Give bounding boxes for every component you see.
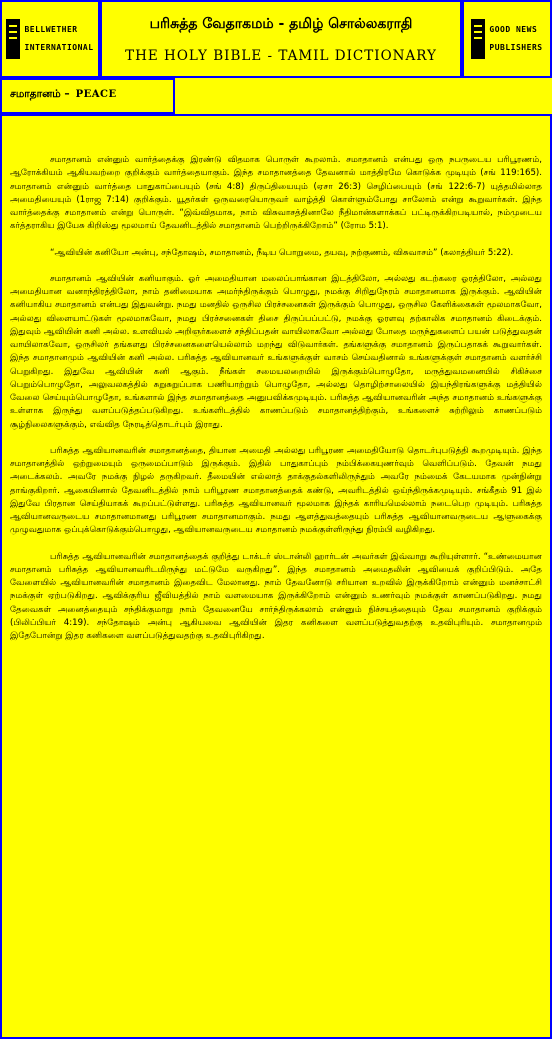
- logo-left-line2: INTERNATIONAL: [24, 43, 94, 52]
- logo-right-line2: PUBLISHERS: [489, 43, 543, 52]
- book-icon: [471, 19, 485, 59]
- good-news-logo: [464, 2, 550, 76]
- paragraph: சமாதானம் ஆவியின் கனியாகும். ஓர் அமைதியான மலைப்பாங்கான இடத்திலோ, அல்லது கடற்கரை ஓரத்திலோ, அல்லது அமைதியான வனாந்திரத்திலோ, நாம் தனிமையாக அமர்ந்திருக்கும் பொழுது, நமக்கு சிறிதுநேரம் சமாதானமாக இருக்கும். ஆவியின் கனியாகிய சமாதானம் என்பது இதுவன்று. நமது மனதில் ஒருசில பிரச்சனைகள் இருக்கும் பொழுது, ஒருசில கேளிக்கைகள் மூலமாகவோ, அல்லது விளையாட்டுகள் மூலமாகவோ, நமது பிரச்சனைகள் திசை திருப்பப்பட்டு, நமக்கு ஓரளவு தற்காலிக சமாதானம் கிடைக்கும். இதுவும் ஆவியின் கனி அல்ல. உளவியல் அறிஞர்களைச் சந்திப்பதன் வாயிலாகவோ அல்லது போதை மருந்துகளைப் பயன் படுத்துவதன் வாயிலாகவோ, ஒருசிலர் தங்களது பிரச்சனைகளையெல்லாம் மறந்து விடுவார்கள். தங்களுக்கு சமாதானம் இருப்பதாகக் கூறுவார்கள். இந்த சமாதானமும் ஆவியின் கனி அல்ல. பரிசுத்த ஆவியானவர் உங்களுக்குள் வாசம் செய்வதினால் உங்களுக்குள் சமாதானம் வளர்ச்சி பெறுகிறது. இதுவே ஆவியின் கனி ஆகும். நீங்கள் சமையலறையில் இருக்கும்பொழுதோ, மருத்துவமனையில் சிகிச்சை பெறும்பொழுதோ, அலுவலகத்தில் சுறுசுறுப்பாக பணியாற்றும் பொழுதோ, அல்லது தொழிற்சாலையில் இயந்திரங்களுக்கு மத்தியில் வேலை செய்யும்பொழுதோ, உங்களால் இந்த சமாதானத்தை அனுபவிக்கமுடியும். பரிசுத்த ஆவியானவரின் அந்த சமாதானம் உங்களுக்கு உள்ளாக இருந்து வளப்படுத்தப்படுகிறது. உங்களிடத்தில் காணப்படும் சமாதானத்திற்கும், உங்களைச் சுற்றிலும் காணப்படும் சூழ்நிலைகளுக்கும், எவ்வித நேரடித்தொடர்பும் இராது.: [10, 273, 542, 430]
- good-news-logo-box: [462, 0, 552, 78]
- good-news-logo-text: [489, 21, 542, 57]
- article-body: [0, 114, 552, 1039]
- paragraph: சமாதானம் என்னும் வார்த்தைக்கு இரண்டு விதமாக பொருள் கூறலாம். சமாதானம் என்பது ஒரு நபருடைய பரிபூரணம், ஆரோக்கியம் ஆகியவற்றை குறிக்கும் வார்த்தையாகும். இந்த சமாதானத்தை தேவனால் மாத்திரமே கொடுக்க முடியும் (சங் 119:165). சமாதானம் என்னும் வார்த்தை பாதுகாப்பையும் (சங் 4:8) திருப்தியையும் (ஏசா 26:3) செழிப்பையும் (சங் 122:6-7) யுத்தமில்லாத அமைதியையும் (1ராஜ 7:14) குறிக்கும். யூதர்கள் ஒருவரையொருவர் வாழ்த்தி கொள்ளும்போது சாலோம் என்று கூறுவார்கள். இந்த வார்த்தைக்கு சமாதானம் என்று பொருள். “இவ்விதமாக, நாம் விசுவாசத்தினாலே நீதிமான்களாக்கப் பட்டிருக்கிறபடியால், நம்முடைய கர்த்தராகிய இயேசு கிறிஸ்து மூலமாய் தேவனிடத்தில் சமாதானம் பெற்றிருக்கிறோம்” (ரோம 5:1).: [10, 155, 542, 232]
- subject-tamil: சமாதானம் –: [10, 88, 70, 100]
- subject-label: [10, 88, 117, 101]
- paragraph: பரிசுத்த ஆவியானவரின் சமாதானத்தைக் குறித்து டாக்டர் ஸ்டான்லி ஹார்டன் அவர்கள் இவ்வாறு கூறியுள்ளார். “உண்மையான சமாதானம் பரிசுத்த ஆவியானவரிடமிருந்து மட்டுமே வருகிறது”. இந்த சமாதானம் அமைதலின் ஆவியைக் குறிப்பிடும். அதே வேளையில் ஆவியானவரின் சமாதானம் இதைவிட மேலானது. நாம் தேவனோடு சரியான உறவில் இருக்கிறோம் என்னும் மனச்சாட்சி நமக்குள் ஏற்படுகிறது. ஆவிக்குரிய ஜீவியத்தில் நாம் வளமையாக இருக்கிறோம் என்னும் உணர்வும் நமக்குள் காணப்படுகிறது. நமது தேவைகள் அனைத்தையும் சந்திக்குமாறு நாம் தேவனையே சார்ந்திருக்கலாம் என்னும் நிச்சயத்தையும் தேவ சமாதானம் குறிக்கும் (பிலிப்பியர் 4:19). சந்தோஷம் அன்பு ஆகியவை ஆவியின் இதர கனிகளை வளப்படுத்துவதற்கு உதவிபுரியும். சமாதானமும் இதேபோன்று இதர கனிகளை வளப்படுத்துவதற்கு உதவிபுரிகிறது.: [10, 551, 542, 641]
- subject-english: PEACE: [75, 89, 117, 100]
- logo-right-line1: GOOD NEWS: [489, 25, 538, 34]
- subject-heading: [0, 78, 175, 114]
- logo-left-line1: BELLWETHER: [24, 25, 78, 34]
- article-text: [10, 154, 542, 656]
- bellwether-logo-text: [24, 21, 93, 57]
- paragraph: “ஆவியின் கனியோ அன்பு, சந்தோஷம், சமாதானம், நீடிய பொறுமை, தயவு, நற்குணம், விசுவாசம்” (கலாத்தியர் 5:22).: [50, 247, 514, 258]
- page-title-english: THE HOLY BIBLE - TAMIL DICTIONARY: [125, 48, 437, 64]
- paragraph: பரிசுத்த ஆவியானவரின் சமாதானத்தை, தியான அமைதி அல்லது பரிபூரண அமைதியோடு தொடர்புபடுத்தி கூறமுடியும். இந்த சமாதானத்தில் ஒற்றுமையும் ஒருமைப்பாடும் இருக்கும். இதில் பாதுகாப்பும் நம்பிக்கையுணர்வும் வெளிப்படும். தேவன் நமது அடைக்கலம். அவரே நமக்கு நிழல் தருகிறவர். தீமையின் எல்லாத் தாக்குதல்களிலிருந்தும் அவரே நம்மைக் கேடயமாக முன்நின்று தாங்குகிறார். ஆகையினால் தேவனிடத்தில் நாம் பரிபூரண சமாதானத்தைக் கண்டு, அவரிடத்தில் ஒய்ந்திருக்கமுடியும். சங்கீதம் 91 இல் இதுவே பிரதான செய்தியாகக் கூறப்பட்டுள்ளது. பரிசுத்த ஆவியானவர் மூலமாக இந்தக் காரியமெல்லாம் நடைபெற முடியும். பரிசுத்த ஆவியானவருடைய சமாதானமானது பரிபூரண சமாதானமாகும். நமது ஆளத்துவத்தையும் பரிசுத்த ஆவியானவருடைய ஆளுகைக்கு முழுவதுமாக ஒப்புக்கொடுக்கும்பொழுது, ஆவியானவருடைய சமாதானம் நமக்குள்ளிருந்து நிரம்பி வழிகிறது.: [10, 445, 542, 536]
- bellwether-logo-box: [0, 0, 100, 78]
- header: [100, 0, 462, 78]
- bellwether-logo: [2, 2, 98, 76]
- page-title-tamil: பரிசுத்த வேதாகமம் - தமிழ் சொல்லகராதி: [149, 16, 413, 32]
- book-icon: [6, 19, 20, 59]
